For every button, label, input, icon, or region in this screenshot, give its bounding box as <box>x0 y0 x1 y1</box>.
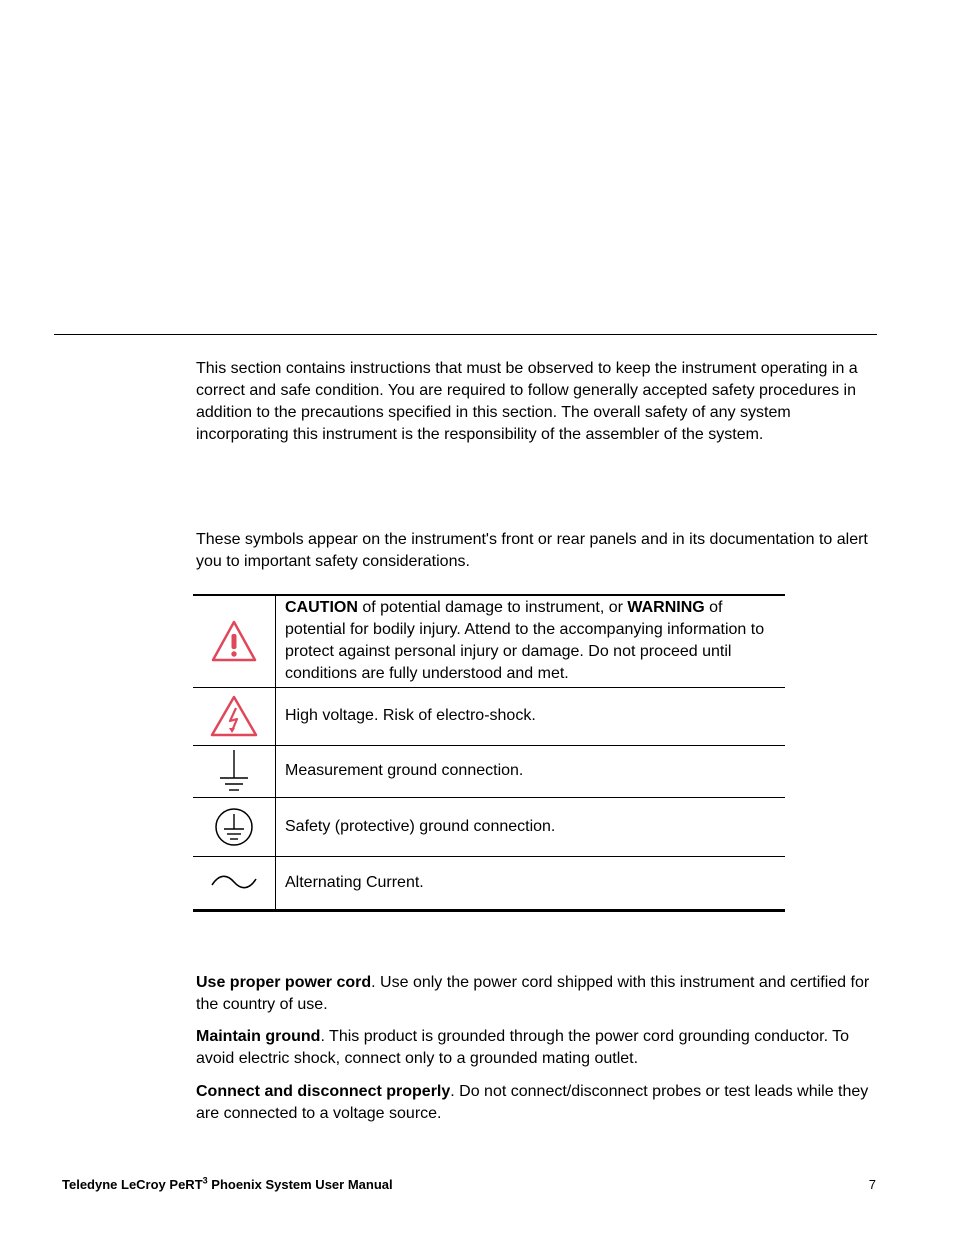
protective-ground-description: Safety (protective) ground connection. <box>285 817 556 835</box>
warning-label: WARNING <box>627 599 705 617</box>
intro-paragraph: This section contains instructions that must be observed to keep the instrument operating in a correct and safe condition. You are required to follow generally accepted safety procedures in addition to the precautions specified in this section. The overall safety of any system incorporating this instrument is the responsibility of the assembler of the system. <box>196 360 858 443</box>
footer-page-number: 7 <box>868 1177 876 1192</box>
safety-symbols-table <box>193 594 785 912</box>
measurement-ground-icon <box>217 748 251 794</box>
table-row <box>193 856 785 910</box>
caution-description: CAUTION of potential damage to instrument, or WARNING of potential for bodily injury. Attend to the accompanying information to protect against personal injury or damage. Do not proceed until conditions are fully understood and met. <box>285 599 765 683</box>
caution-triangle-icon <box>210 619 258 663</box>
symbols-intro-paragraph: These symbols appear on the instrument's front or rear panels and in its documentation to alert you to important safety considerations. <box>196 531 868 570</box>
precaution-power-cord: Use proper power cord. Use only the power cord shipped with this instrument and certified for the country of use. <box>196 974 870 1013</box>
table-row <box>193 687 785 745</box>
measurement-ground-description: Measurement ground connection. <box>285 762 524 779</box>
table-row <box>193 595 785 687</box>
section-rule <box>54 334 877 335</box>
precaution-connect: Connect and disconnect properly. Do not connect/disconnect probes or test leads while they are connected to a voltage source. <box>196 1083 869 1122</box>
protective-ground-icon <box>213 806 255 848</box>
table-row <box>193 797 785 856</box>
footer-manual-title: Teledyne LeCroy PeRT$^3$ Phoenix System User Manual <box>62 1175 393 1192</box>
precaution-ground: Maintain ground. This product is grounded through the power cord grounding conductor. To avoid electric shock, connect only to a grounded mating outlet. <box>196 1028 850 1067</box>
high-voltage-description: High voltage. Risk of electro-shock. <box>285 707 536 724</box>
caution-label: CAUTION <box>285 599 358 617</box>
alternating-current-icon <box>209 871 259 893</box>
table-row <box>193 745 785 797</box>
alternating-current-description: Alternating Current. <box>285 873 424 891</box>
high-voltage-icon <box>209 694 259 738</box>
